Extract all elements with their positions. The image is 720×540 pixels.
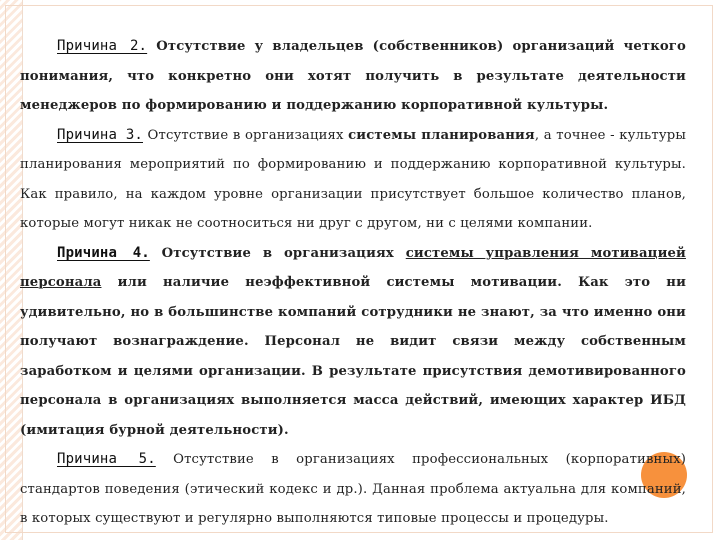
paragraph-reason-3 bbox=[20, 121, 686, 239]
reason-4-label: Причина 4. bbox=[57, 244, 150, 261]
reason-4-text-b: или наличие неэффективной системы мотивации. Как это ни удивительно, но в большинстве компаний сотрудники не знают, за что именно они получают вознаграждение. Персонал не видит связи между собственным заработком и целями организации. В результате присутствия демотивированного персонала в организациях выполняется масса действий, имеющих характер ИБД (имитация бурной деятельности). bbox=[20, 275, 686, 438]
reason-2-text: Отсутствие у владельцев (собственников) организаций четкого понимания, что конкретно они хотят получить в результате деятельности менеджеров по формированию и поддержанию корпоративной культуры. bbox=[20, 39, 686, 113]
reason-5-text: Отсутствие в организациях профессиональных (корпоративных) стандартов поведения (этический кодекс и др.). Данная проблема актуальна для компаний, в которых существуют и регулярно выполняются типовые процессы и процедуры. bbox=[20, 452, 686, 526]
document-body bbox=[20, 32, 686, 534]
reason-3-text-a: Отсутствие в организациях bbox=[143, 127, 349, 143]
reason-5-label: Причина 5. bbox=[57, 451, 156, 467]
paragraph-reason-4 bbox=[20, 239, 686, 446]
reason-4-text-a: Отсутствие в организациях bbox=[149, 245, 406, 261]
reason-3-text-b: , а точнее - культуры планирования мероприятий по формированию и поддержанию корпоративной культуры. Как правило, на каждом уровне организации присутствует большое количество планов, которые могут никак не соотноситься ни друг с другом, ни с целями компании. bbox=[20, 127, 686, 231]
reason-4-underline: системы управления мотивацией персонала bbox=[20, 245, 686, 290]
paragraph-reason-2 bbox=[20, 32, 686, 121]
reason-2-label: Причина 2. bbox=[57, 38, 148, 54]
paragraph-reason-5 bbox=[20, 445, 686, 534]
reason-3-label: Причина 3. bbox=[57, 126, 143, 143]
reason-3-bold: системы планирования bbox=[348, 127, 535, 143]
